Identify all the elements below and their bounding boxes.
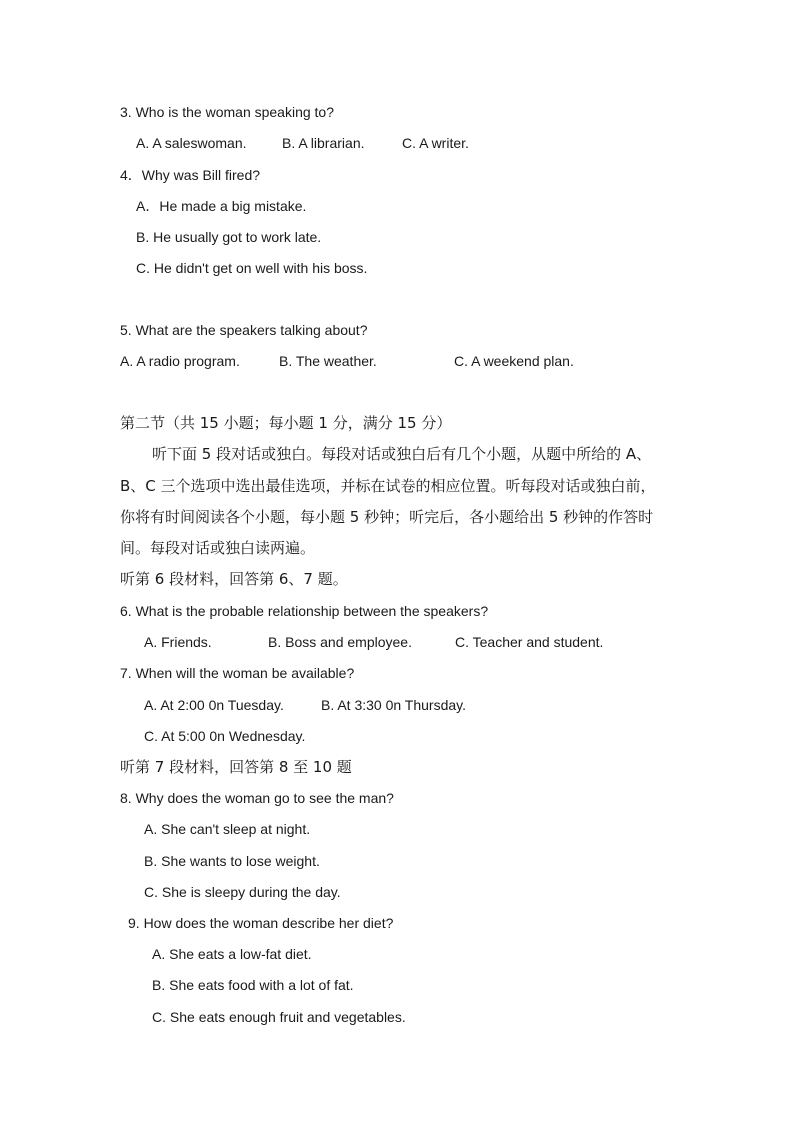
q7-option-b: B. At 3:30 0n Thursday. bbox=[321, 697, 467, 713]
q4-option-b: B. He usually got to work late. bbox=[136, 229, 322, 245]
q5-option-a: A. A radio program. bbox=[120, 353, 240, 369]
q8-stem: 8. Why does the woman go to see the man? bbox=[120, 790, 394, 806]
section2-instructions-line-1: 听下面 5 段对话或独白。每段对话或独白后有几个小题，从题中所给的 A、 bbox=[152, 445, 652, 463]
q5-stem: 5. What are the speakers talking about? bbox=[120, 322, 368, 338]
q8-option-c: C. She is sleepy during the day. bbox=[144, 884, 341, 900]
q4-option-a: A．He made a big mistake. bbox=[136, 198, 307, 214]
q9-stem: 9. How does the woman describe her diet? bbox=[128, 915, 394, 931]
q7-option-a: A. At 2:00 0n Tuesday. bbox=[144, 697, 284, 713]
section2-instructions-line-2: B、C 三个选项中选出最佳选项，并标在试卷的相应位置。听每段对话或独白前， bbox=[120, 477, 656, 495]
passage-6-heading: 听第 6 段材料，回答第 6、7 题。 bbox=[120, 570, 348, 588]
section2-instructions-line-3: 你将有时间阅读各个小题，每小题 5 秒钟；听完后，各小题给出 5 秒钟的作答时 bbox=[120, 508, 654, 526]
q4-stem: 4．Why was Bill fired? bbox=[120, 167, 261, 183]
q6-option-a: A. Friends. bbox=[144, 634, 212, 650]
q9-option-a: A. She eats a low-fat diet. bbox=[152, 946, 312, 962]
q5-option-b: B. The weather. bbox=[279, 353, 377, 369]
passage-7-heading: 听第 7 段材料，回答第 8 至 10 题 bbox=[120, 758, 352, 776]
q9-option-b: B. She eats food with a lot of fat. bbox=[152, 977, 354, 993]
q8-option-a: A. She can't sleep at night. bbox=[144, 821, 311, 837]
q6-option-c: C. Teacher and student. bbox=[455, 634, 604, 650]
q3-stem: 3. Who is the woman speaking to? bbox=[120, 104, 335, 120]
section2-heading: 第二节（共 15 小题；每小题 1 分，满分 15 分） bbox=[120, 414, 452, 432]
q9-option-c: C. She eats enough fruit and vegetables. bbox=[152, 1009, 406, 1025]
q4-option-c: C. He didn't get on well with his boss. bbox=[136, 260, 368, 276]
section2-instructions-line-4: 间。每段对话或独白读两遍。 bbox=[120, 539, 316, 557]
q8-option-b: B. She wants to lose weight. bbox=[144, 853, 320, 869]
q6-option-b: B. Boss and employee. bbox=[268, 634, 412, 650]
q7-option-c: C. At 5:00 0n Wednesday. bbox=[144, 728, 306, 744]
q6-stem: 6. What is the probable relationship between the speakers? bbox=[120, 603, 489, 619]
q7-stem: 7. When will the woman be available? bbox=[120, 665, 355, 681]
q3-option-a: A. A saleswoman. bbox=[136, 135, 247, 151]
q3-option-b: B. A librarian. bbox=[282, 135, 365, 151]
q3-option-c: C. A writer. bbox=[402, 135, 469, 151]
q5-option-c: C. A weekend plan. bbox=[454, 353, 574, 369]
